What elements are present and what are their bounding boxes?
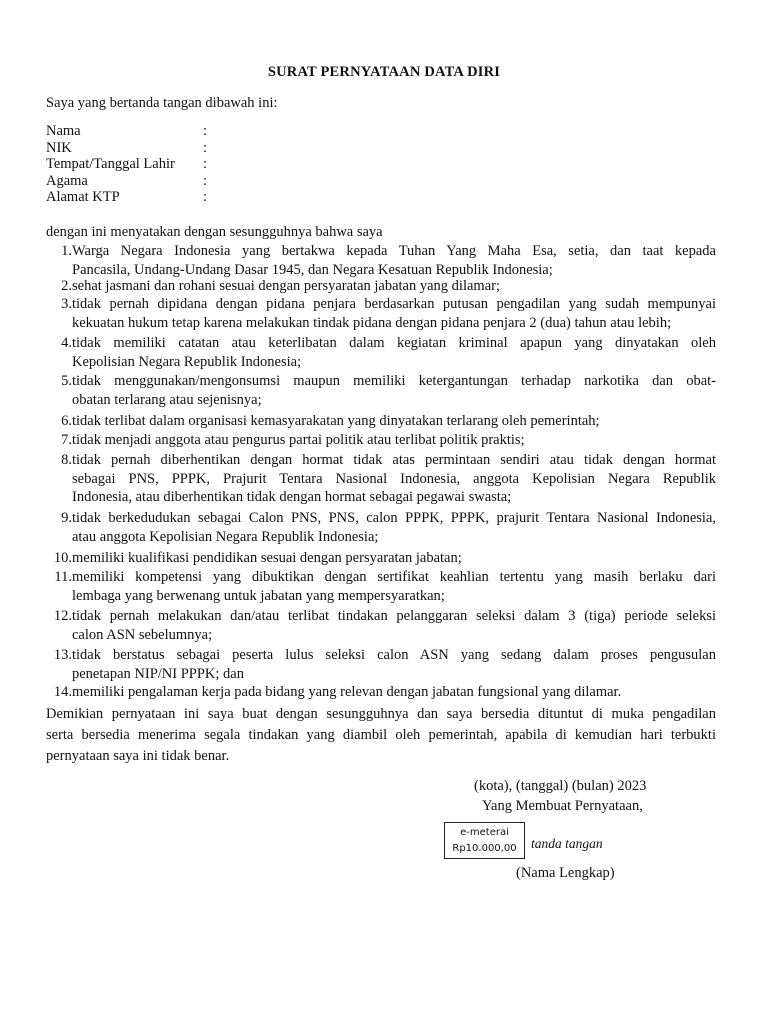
field-label: Nama (46, 123, 81, 139)
list-item-line: penetapan NIP/NI PPPK; dan (72, 665, 244, 682)
list-item-number: 5. (61, 373, 72, 389)
statement-intro: dengan ini menyatakan dengan sesungguhnya bahwa saya (46, 224, 383, 240)
field-label: Tempat/Tanggal Lahir (46, 156, 175, 173)
field-alamat (46, 189, 446, 206)
stamp-title: e-meterai (460, 827, 509, 838)
field-colon: : (203, 156, 208, 173)
list-item-number: 9. (61, 510, 72, 526)
list-item-line: lembaga yang berwenang untuk jabatan yang mempersyaratkan; (72, 587, 445, 604)
field-agama (46, 173, 446, 190)
list-item-number: 7. (61, 432, 72, 448)
signature-placeholder: tanda tangan (531, 836, 603, 851)
list-item-number: 10. (53, 550, 72, 566)
closing-line: Demikian pernyataan ini saya buat dengan sesungguhnya dan saya bersedia dituntut di muka pengadilan (46, 706, 716, 722)
list-item-line: Pancasila, Undang-Undang Dasar 1945, dan Negara Kesatuan Republik Indonesia; (72, 261, 553, 278)
place-date: (kota), (tanggal) (bulan) 2023 (474, 778, 647, 794)
field-nik (46, 140, 446, 157)
list-item-number: 1. (61, 243, 72, 259)
stamp-value: Rp10.000,00 (452, 843, 517, 854)
field-label: Alamat KTP (46, 189, 120, 206)
list-item-number: 14. (53, 684, 72, 700)
list-item-line: memiliki kualifikasi pendidikan sesuai dengan persyaratan jabatan; (72, 550, 462, 566)
list-item-number: 2. (61, 278, 72, 294)
list-item-line: Indonesia, atau diberhentikan tidak dengan hormat sebagai pegawai swasta; (72, 489, 512, 505)
list-item-line: tidak berkedudukan sebagai Calon PNS, PNS, calon PPPK, PPPK, prajurit Tentara Nasional Indonesia, (72, 510, 716, 526)
document-title: SURAT PERNYATAAN DATA DIRI (267, 64, 501, 80)
list-item-line: tidak pernah dipidana dengan pidana penjara berdasarkan putusan pengadilan yang sudah mempunyai (72, 296, 716, 312)
list-item-number: 6. (61, 413, 72, 429)
list-item-line: calon ASN sebelumnya; (72, 626, 213, 643)
intro-text: Saya yang bertanda tangan dibawah ini: (46, 95, 278, 111)
e-meterai-stamp (444, 822, 525, 859)
identity-fields (46, 123, 446, 206)
list-item-line: tidak menjadi anggota atau pengurus partai politik atau terlibat politik praktis; (72, 432, 525, 448)
list-item-line: kekuatan hukum tetap karena melakukan tindak pidana dengan pidana penjara 2 (dua) tahun atau lebih; (72, 314, 672, 331)
field-colon: : (203, 172, 208, 189)
list-item-line: atau anggota Kepolisian Negara Republik Indonesia; (72, 528, 379, 545)
list-item-number: 8. (61, 452, 72, 468)
field-label: Agama (46, 172, 88, 189)
list-item-line: Warga Negara Indonesia yang bertakwa kepada Tuhan Yang Maha Esa, setia, dan taat kepada (72, 243, 716, 259)
list-item-number: 4. (61, 335, 72, 351)
list-item-line: Kepolisian Negara Republik Indonesia; (72, 353, 302, 370)
list-item-line: memiliki pengalaman kerja pada bidang yang relevan dengan jabatan fungsional yang dilamar. (72, 684, 622, 700)
list-item-number: 3. (61, 296, 72, 312)
list-item-line: tidak memiliki catatan atau keterlibatan dalam kegiatan kriminal apapun yang dinyatakan oleh (72, 335, 716, 351)
field-colon: : (203, 189, 208, 206)
list-item-line: obatan terlarang atau sejenisnya; (72, 391, 262, 408)
list-item-line: sehat jasmani dan rohani sesuai dengan persyaratan jabatan yang dilamar; (72, 278, 500, 294)
list-item-line: tidak pernah melakukan dan/atau terlibat tindakan pelanggaran seleksi dalam 3 (tiga) periode seleksi (72, 608, 716, 624)
closing-line: serta bersedia menerima segala tindakan yang diambil oleh pemerintah, apabila di kemudian hari terbukti (46, 727, 716, 743)
full-name: (Nama Lengkap) (516, 865, 615, 881)
list-item-line: tidak menggunakan/mengonsumsi maupun memiliki ketergantungan terhadap narkotika dan obat- (72, 373, 716, 389)
maker-label: Yang Membuat Pernyataan, (482, 798, 643, 814)
list-item-number: 13. (53, 647, 72, 663)
closing-paragraph (46, 704, 716, 767)
field-nama (46, 123, 446, 140)
list-item-number: 12. (53, 608, 72, 624)
field-label: NIK (46, 139, 72, 156)
field-colon: : (203, 123, 208, 139)
closing-line: pernyataan saya ini tidak benar. (46, 748, 230, 764)
list-item-line: tidak berstatus sebagai peserta lulus seleksi calon ASN yang sedang dalam proses pengusulan (72, 647, 716, 663)
list-item-number: 11. (54, 569, 72, 585)
list-item-line: memiliki kompetensi yang dibuktikan dengan sertifikat keahlian tertentu yang masih berlaku dari (72, 569, 716, 585)
list-item-line: sebagai PNS, PPPK, Prajurit Tentara Nasional Indonesia, anggota Kepolisian Negara Republik (72, 470, 716, 487)
field-colon: : (203, 139, 208, 156)
list-item-line: tidak pernah diberhentikan dengan hormat tidak atas permintaan sendiri atau tidak dengan hormat (72, 452, 716, 468)
list-item-line: tidak terlibat dalam organisasi kemasyarakatan yang dinyatakan terlarang oleh pemerintah; (72, 413, 600, 429)
field-ttl (46, 156, 446, 173)
